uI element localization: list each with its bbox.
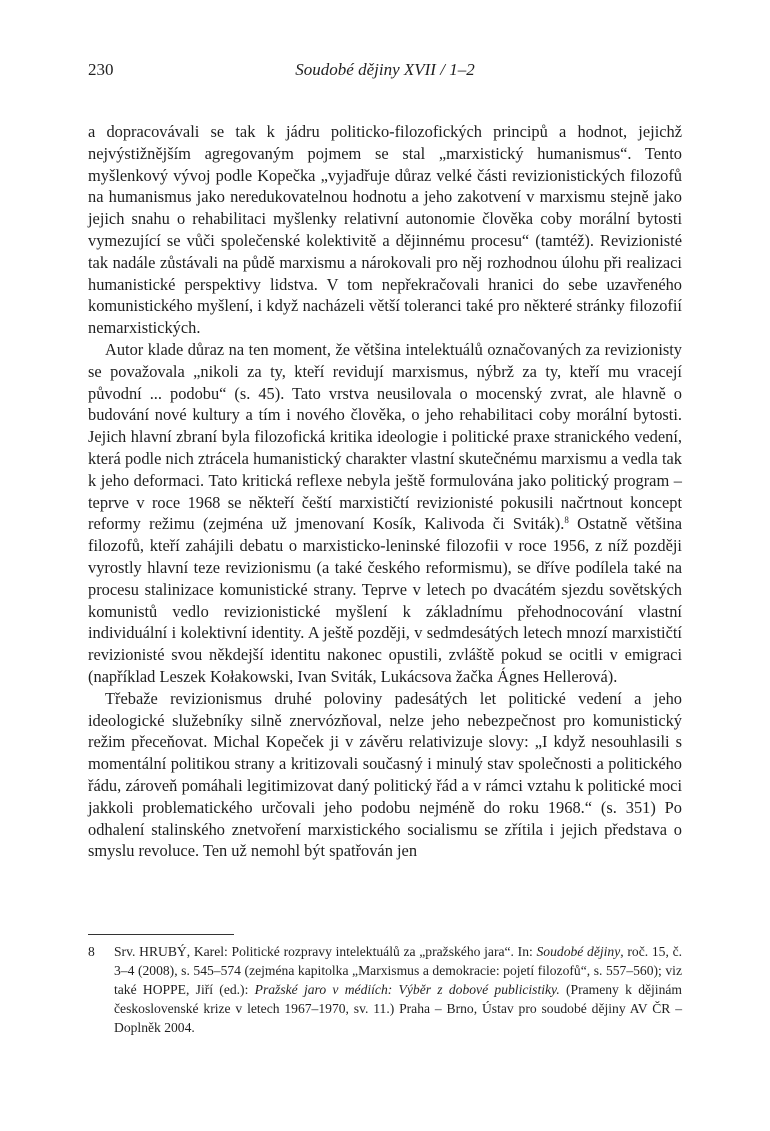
paragraph-text: Ostatně většina filozofů, kteří zahájili debatu o marxisticko-leninské filozofii v roce 1956, z níž později vyrostly hlavní teze revizionismu (a také českého reformismu), se dříve podílela také na procesu stalinizace komunistické strany. Teprve v letech po dvacátém sjezdu sovětských komunistů vedlo revizionistické myšlení k základnímu přehodnocování vlastní individuální i kolektivní identity. A ještě později, v sedmdesátých letech mnozí marxističtí revizionisté svou někdejší identitu nakonec opustili, zvláště pokud se ocitli v emigraci (například Leszek Kołakowski, Ivan Sviták, Lukácsova žačka Ágnes Hellerová). — [88, 514, 682, 686]
footnote-number: 8 — [88, 944, 95, 959]
footnote-reference[interactable]: 8 — [564, 515, 569, 526]
page-header — [88, 60, 682, 84]
paragraph: Třebaže revizionismus druhé poloviny padesátých let politické vedení a jeho ideologické služebníky silně znervózňoval, nelze jeho nebezpečnost pro komunistický režim přeceňovat. Michal Kopeček ji v závěru relativizuje slovy: „I když nesouhlasili s momentální politikou strany a kritizovali současný i minulý stav společnosti a politického řádu, zároveň pomáhali legitimizovat daný politický řád a v rámci vztahu k politické moci jakkoli problematického určovali jeho podobu nejméně do roku 1968.“ (s. 351) Po odhalení stalinského znetvoření marxistického socialismu se zřítila i jejich představa o smyslu revoluce. Ten už nemohl být spatřován jen — [88, 688, 682, 861]
footnote-text-part: Srv. HRUBÝ, Karel: Politické rozpravy intelektuálů za „pražského jara“. In: — [114, 944, 537, 959]
running-title: Soudobé dějiny XVII / 1–2 — [295, 60, 475, 79]
paragraph — [88, 339, 682, 688]
paragraph-text: Autor klade důraz na ten moment, že většina intelektuálů označovaných za revizionisty se považovala „nikoli za ty, kteří revidují marxismus, nýbrž za ty, kteří mu vracejí původní ... podobu“ (s. 45). Tato vrstva neusilovala o mocenský zvrat, ale hlavně o budování nové kultury a tím i nového člověka, o jeho rehabilitaci coby morální bytosti. Jejich hlavní zbraní byla filozofická kritika ideologie i politické praxe stranického vedení, která podle nich ztrácela humanistický charakter vlastní skutečnému marxismu a vedla tak k jeho deformaci. Tato kritická reflexe nebyla ještě formulována jako politický program – teprve v roce 1968 se někteří čeští marxističtí revizionisté pokusili načrtnout koncept reformy režimu (zejména už jmenovaní Kosík, Kalivoda či Sviták). — [88, 339, 682, 534]
main-text — [88, 121, 682, 862]
footnote — [88, 942, 682, 1037]
page-number: 230 — [88, 60, 114, 79]
footnote-italic-title: Pražské jaro v médiích: Výběr z dobové publicistiky. — [254, 982, 560, 997]
footnote-text-part: , roč. 15, č. 3–4 (2008), s. 545–574 (zejména kapitolka „Marxismus a demokracie: pojetí filozofů“, s. 557–560); viz také HOPPE, Jiří (ed.): — [114, 944, 683, 997]
paragraph: a dopracovávali se tak k jádru politicko-filozofických principů a hodnot, jejichž nejvýstižnějším agregovaným pojmem se stal „marxistický humanismus“. Tento myšlenkový vývoj podle Kopečka „vyjadřuje důraz velké části revizionistických filozofů na humanismus jako neredukovatelnou hodnotu a jeho zakotvení v marxismu stejně jako jejich snahu o rehabilitaci myšlenky relativní autonomie člověka coby morální bytosti vymezující se vůči společenské kolektivitě a dějinnému procesu“ (tamtéž). Revizionisté tak nadále zůstávali na půdě marxismu a nárokovali pro něj rozhodnou úlohu při realizaci humanistické perspektivy lidstva. V tom nepřekračovali hranici do sebe uzavřeného komunistického myšlení, i když nacházeli větší toleranci také pro některé stránky filozofií nemarxistických. — [88, 122, 682, 338]
footnote-separator — [88, 934, 234, 935]
footnote-text — [114, 942, 682, 1037]
footnote-text-part: (Prameny k dějinám československé krize v letech 1967–1970, sv. 11.) Praha – Brno, Ústav pro soudobé dějiny AV ČR – Doplněk 2004. — [114, 982, 682, 1035]
footnote-italic-title: Soudobé dějiny — [536, 944, 621, 959]
